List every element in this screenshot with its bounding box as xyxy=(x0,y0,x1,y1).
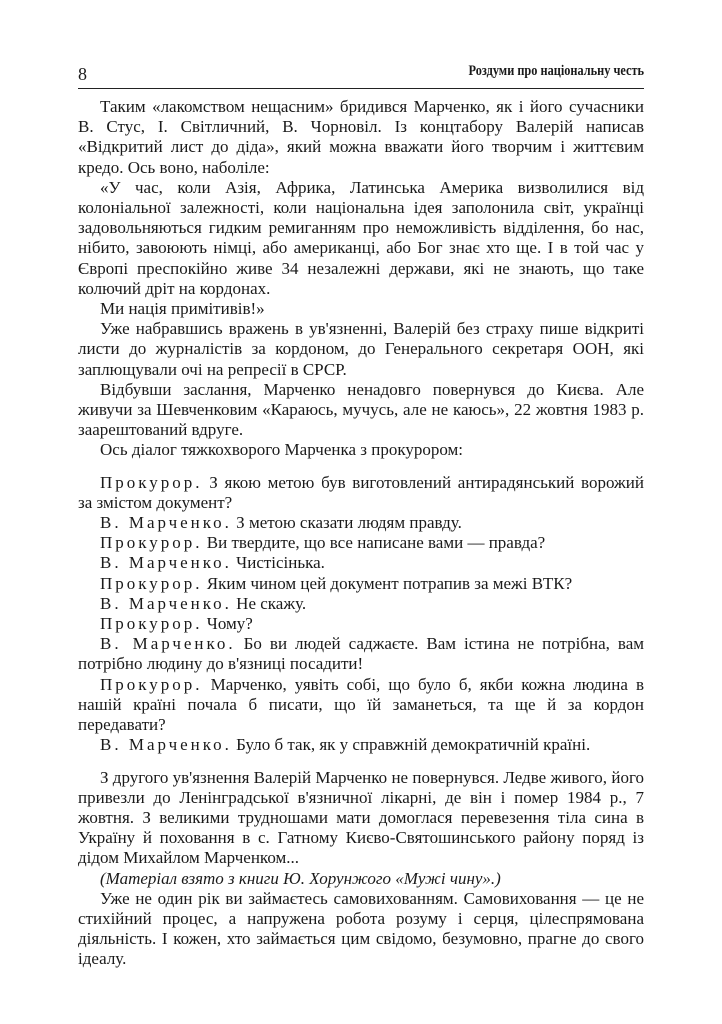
dialog-line xyxy=(78,614,644,634)
dialog-line xyxy=(78,675,644,736)
speaker-label: Прокурор. xyxy=(100,533,203,553)
dialog-line xyxy=(78,513,644,533)
dialog-line xyxy=(78,553,644,573)
speaker-label: В. Марченко. xyxy=(100,634,236,654)
dialog-text: Яким чином цей документ потрапив за межі ВТК? xyxy=(202,573,573,593)
paragraph: Уже набравшись вражень в ув'язненні, Валерій без страху пише відкриті листи до журналістів за кордоном, до Генерального секретаря ООН, які заплющували очі на репресії в СРСР. xyxy=(78,319,644,379)
dialog-line xyxy=(78,594,644,614)
page-content xyxy=(78,97,644,970)
dialog-text: З якою метою був виготовлений антирадянський ворожий за змістом документ? xyxy=(78,472,644,512)
speaker-label: Прокурор. xyxy=(100,674,203,694)
dialog-text: Марченко, уявіть собі, що було б, якби кожна людина в нашій країні почала б писати, що їй заманеться, та ще й за кордон передавати? xyxy=(78,674,644,735)
source-note: (Матеріал взято з книги Ю. Хорунжого «Мужі чину».) xyxy=(100,868,501,888)
speaker-label: В. Марченко. xyxy=(100,593,232,613)
dialog-line xyxy=(78,533,644,553)
paragraph: Таким «лакомством нещасним» бридився Марченко, як і його сучасники В. Стус, І. Світличний, В. Чорновіл. Із концтабору Валерій написав «Відкритий лист до діда», який можна вважати його творчим і життєвим кредо. Ось воно, наболіле: xyxy=(78,97,644,177)
dialog-line xyxy=(78,634,644,674)
dialog-text: Не скажу. xyxy=(231,593,307,613)
dialog-text: Чистісінька. xyxy=(231,553,325,573)
speaker-label: В. Марченко. xyxy=(100,553,232,573)
paragraph: Відбувши заслання, Марченко ненадовго повернувся до Києва. Але живучи за Шевченковим «Караюсь, мучусь, але не каюсь», 22 жовтня 1983 р. заарештований вдруге. xyxy=(78,379,644,440)
quote-paragraph: «У час, коли Азія, Африка, Латинська Америка визволилися від колоніальної залежності, коли національна ідея заполонила світ, українці задовольняються гидким ремиганням про неможливість відділення, бо нас, нібито, завоюють німці, або американці, або Бог знає хто ще. І в той час у Європі преспокійно живе 34 незалежні держави, які не знають, що таке колючий дріт на кордонах. xyxy=(78,177,644,298)
dialog-line xyxy=(78,735,644,755)
dialog-line xyxy=(78,574,644,594)
dialog-block xyxy=(78,473,644,756)
speaker-label: Прокурор. xyxy=(100,472,203,492)
dialog-text: Бо ви людей саджаєте. Вам істина не потрібна, вам потрібно людину до в'язниці посадити! xyxy=(78,634,644,674)
running-title: Роздуми про національну честь xyxy=(468,63,644,79)
speaker-label: В. Марченко. xyxy=(100,513,232,533)
dialog-text: Було б так, як у справжній демократичній країні. xyxy=(231,735,591,755)
paragraph: З другого ув'язнення Валерій Марченко не повернувся. Ледве живого, його привезли до Ленінградської в'язничної лікарні, де він і помер 1984 р., 7 жовтня. З великими трудношами мати домоглася перевезення тіла сина в Україну й поховання в с. Гатному Києво-Святошинського району поряд із дідом Михайлом Марченком... xyxy=(78,767,644,868)
paragraph: Уже не один рік ви займаєтесь самовихованням. Самовиховання — це не стихійний процес, а напружена робота розуму і серця, цілеспрямована діяльність. І кожен, хто займається цим свідомо, безумовно, прагне до свого ідеалу. xyxy=(78,888,644,969)
page-number: 8 xyxy=(78,64,87,84)
speaker-label: В. Марченко. xyxy=(100,735,232,755)
dialog-text: Чому? xyxy=(202,614,253,634)
quote-paragraph: Ми нація примітивів!» xyxy=(100,299,265,319)
paragraph: Ось діалог тяжкохворого Марченка з прокурором: xyxy=(100,440,464,460)
dialog-text: З метою сказати людям правду. xyxy=(231,513,462,533)
book-page xyxy=(78,62,644,970)
speaker-label: Прокурор. xyxy=(100,573,203,593)
page-header xyxy=(78,62,644,89)
speaker-label: Прокурор. xyxy=(100,614,203,634)
dialog-text: Ви твердите, що все написане вами — правда? xyxy=(202,533,546,553)
dialog-line xyxy=(78,473,644,513)
